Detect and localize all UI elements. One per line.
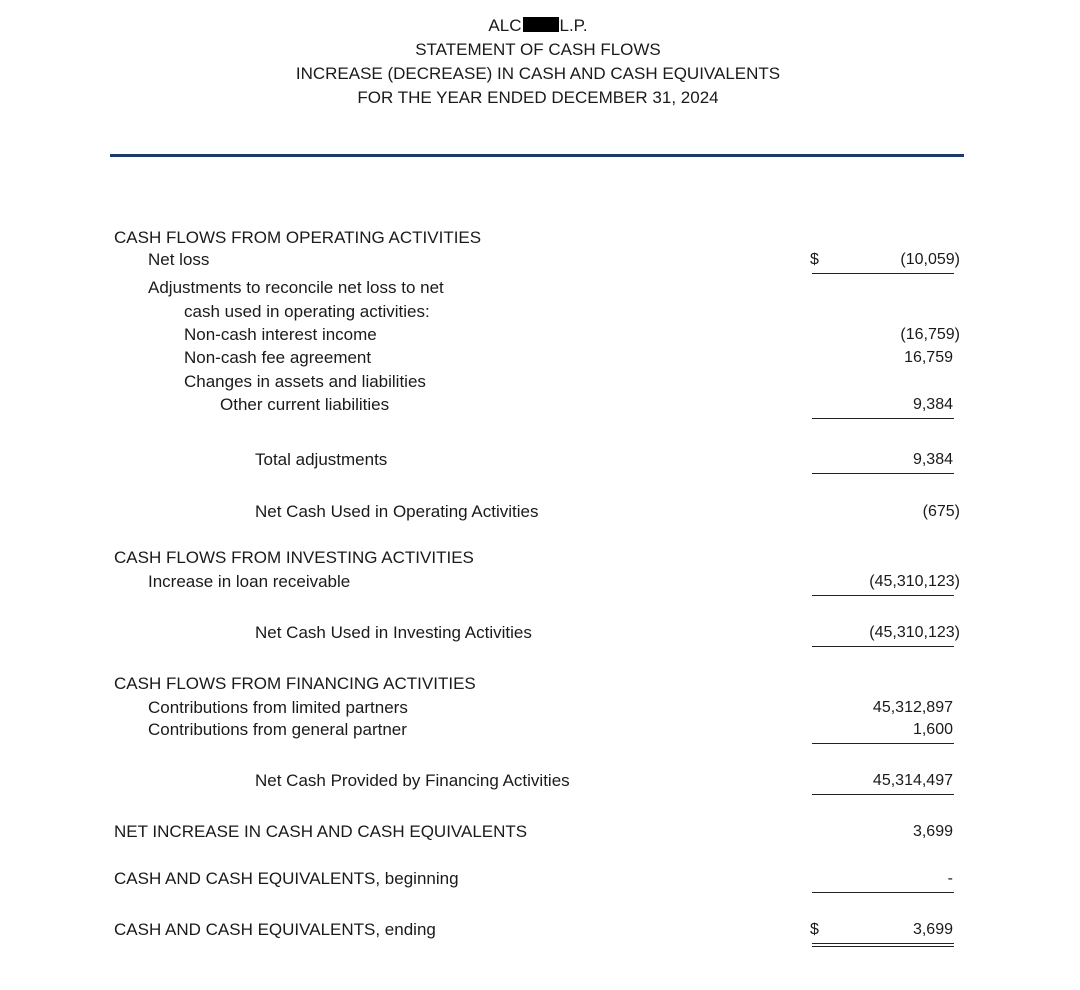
statement-title: STATEMENT OF CASH FLOWS [415, 40, 661, 59]
noncash-interest-label: Non-cash interest income [184, 325, 377, 344]
adjustments-label-line1: Adjustments to reconcile net loss to net [148, 278, 444, 297]
loan-receivable-value: (45,310,123) [869, 573, 960, 590]
cash-beginning-label: CASH AND CASH EQUIVALENTS, beginning [114, 869, 459, 888]
limited-partners-value: 45,312,897 [872, 699, 953, 716]
statement-subtitle: INCREASE (DECREASE) IN CASH AND CASH EQUIVALENTS [295, 64, 781, 83]
limited-partners-label: Contributions from limited partners [148, 698, 408, 717]
net-loss-label: Net loss [148, 250, 210, 269]
total-adjustments-value: 9,384 [912, 451, 953, 468]
operating-heading: CASH FLOWS FROM OPERATING ACTIVITIES [114, 228, 482, 247]
other-liabilities-value: 9,384 [912, 396, 953, 413]
financing-heading: CASH FLOWS FROM FINANCING ACTIVITIES [114, 674, 476, 693]
net-loss-value: (10,059) [900, 251, 960, 268]
net-cash-investing-value: (45,310,123) [869, 624, 960, 641]
cash-ending-label: CASH AND CASH EQUIVALENTS, ending [114, 920, 436, 939]
investing-heading: CASH FLOWS FROM INVESTING ACTIVITIES [114, 548, 474, 567]
entity-name-suffix: L.P. [559, 16, 588, 35]
noncash-fee-label: Non-cash fee agreement [184, 348, 372, 367]
entity-name [0, 14, 1076, 38]
net-increase-label: NET INCREASE IN CASH AND CASH EQUIVALENTS [114, 822, 528, 841]
redaction-bar [523, 17, 559, 32]
noncash-interest-value: (16,759) [900, 326, 960, 343]
changes-label: Changes in assets and liabilities [184, 372, 426, 391]
total-adjustments-label: Total adjustments [255, 450, 388, 469]
net-cash-financing-value: 45,314,497 [872, 772, 953, 789]
other-liabilities-label: Other current liabilities [220, 395, 390, 414]
net-cash-financing-label: Net Cash Provided by Financing Activities [255, 771, 570, 790]
general-partner-label: Contributions from general partner [148, 720, 407, 739]
cash-beginning-value: - [947, 870, 953, 887]
header-divider [110, 154, 964, 157]
adjustments-label-line2: cash used in operating activities: [184, 302, 430, 321]
net-cash-operating-value: (675) [922, 503, 960, 520]
loan-receivable-label: Increase in loan receivable [148, 572, 351, 591]
currency-symbol: $ [810, 251, 819, 268]
net-increase-value: 3,699 [912, 823, 953, 840]
currency-symbol: $ [810, 921, 819, 938]
cash-ending-value: 3,699 [912, 921, 953, 938]
statement-period: FOR THE YEAR ENDED DECEMBER 31, 2024 [357, 88, 719, 107]
noncash-fee-value: 16,759 [904, 349, 953, 366]
entity-name-prefix: ALC [488, 16, 522, 35]
net-cash-investing-label: Net Cash Used in Investing Activities [255, 623, 532, 642]
net-cash-operating-label: Net Cash Used in Operating Activities [255, 502, 539, 521]
general-partner-value: 1,600 [912, 721, 953, 738]
